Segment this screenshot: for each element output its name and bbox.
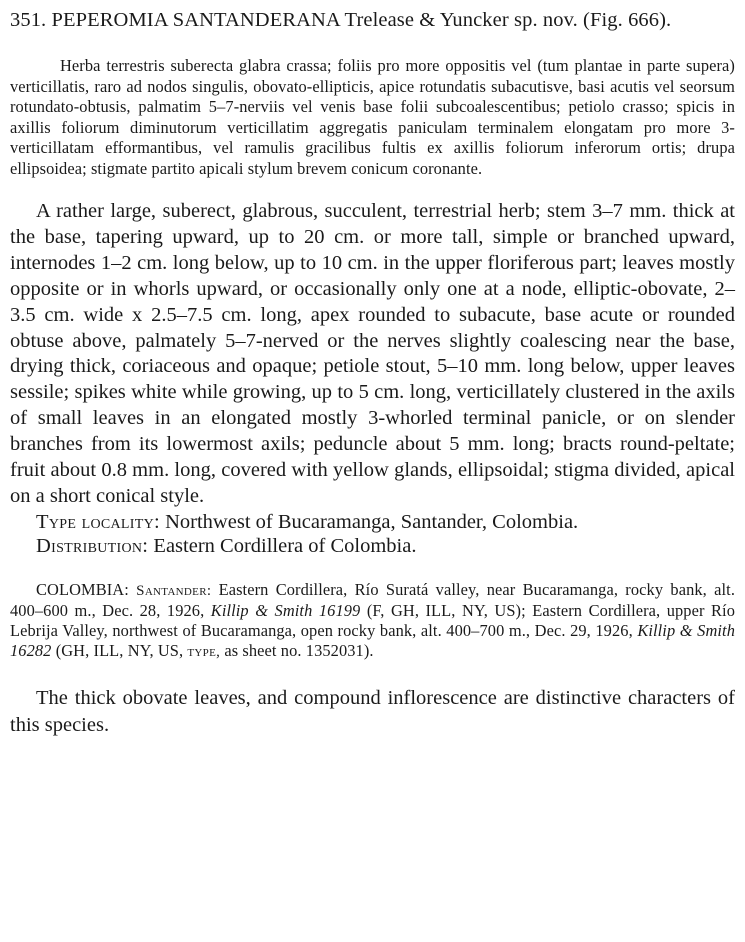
english-description: A rather large, suberect, glabrous, succulent, terrestrial herb; stem 3–7 mm. thick at the base, tapering upward, up to 20 cm. or more tall, simple or branched upward, internodes 1–2 cm. long below, up to 10 cm. in the upper floriferous part; leaves mostly opposite or in whorls upward, or occasionally only one at a node, elliptic-obovate, 2–3.5 cm. wide x 2.5–7.5 cm. long, apex rounded to subacute, base acute or rounded obtuse above, palmately 5–7-nerved or the nerves slightly coalescing near the base, drying thick, coriaceous and opaque; petiole stout, 5–10 mm. long below, upper leaves sessile; spikes white while growing, up to 5 cm. long, verticillately clustered in the axils of small leaves in an elongated mostly 3-whorled terminal panicle, or on slender branches from its lowermost axils; peduncle about 5 mm. long; bracts round-peltate; fruit about 0.8 mm. long, covered with yellow glands, ellipsoidal; stigma divided, apical on a short conical style. <box>10 200 735 507</box>
specimen-citations <box>10 580 735 663</box>
specimen-text-3: (GH, ILL, NY, US, <box>55 641 184 661</box>
country-label: COLOMBIA: <box>36 579 129 599</box>
distribution <box>10 534 735 558</box>
species-authors: Trelease & Yuncker sp. nov. (Fig. 666). <box>344 9 672 31</box>
type-locality-value: Northwest of Bucaramanga, Santander, Colombia. <box>165 510 579 533</box>
distribution-value: Eastern Cordillera of Colombia. <box>153 534 417 557</box>
species-number: 351. <box>10 9 47 31</box>
diagnostic-note: The thick obovate leaves, and compound inflorescence are distinctive characters of this species. <box>10 686 735 736</box>
distribution-label: Distribution: <box>36 534 149 557</box>
type-marker: type, <box>187 644 221 661</box>
type-locality <box>10 510 735 534</box>
specimen-text-2: (F, GH, ILL, NY, US); Eastern Cordillera, upper Río Lebrija Valley, northwest of Bucaramanga, open rocky bank, alt. 400–700 m., Dec. 29, 1926, <box>10 601 735 641</box>
department-label: Santander: <box>136 582 212 599</box>
collector-2: Killip & Smith 16282 <box>10 621 735 661</box>
specimen-text-1: Eastern Cordillera, Río Suratá valley, near Bucaramanga, rocky bank, alt. 400–600 m., Dec. 28, 1926, <box>10 579 736 621</box>
latin-diagnosis: Herba terrestris suberecta glabra crassa; foliis pro more oppositis vel (tum plantae in parte supera) verticillatis, raro ad nodos singulis, obovato-ellipticis, apice rotundatis subacutisve, basi acutis vel seorsum rotundato-obtusis, palmatim 5–7-nerviis vel venis base folii subcoalescentibus; petiolo crasso; spicis in axillis foliorum diminutorum verticillatim aggregatis paniculam terminalem elongatam pro more 3-verticillatam efformantibus, vel ramulis gracilibus fultis ex axillis foliorum inferorum ortis; drupa ellipsoidea; stigmate partito apicali stylum brevem conicum coronante. <box>10 56 735 178</box>
type-locality-label: Type locality: <box>36 510 160 533</box>
collector-1: Killip & Smith 16199 <box>210 601 361 621</box>
species-heading <box>10 6 735 34</box>
specimen-text-4: as sheet no. 1352031). <box>224 641 374 661</box>
species-name: PEPEROMIA SANTANDERANA <box>51 9 340 31</box>
